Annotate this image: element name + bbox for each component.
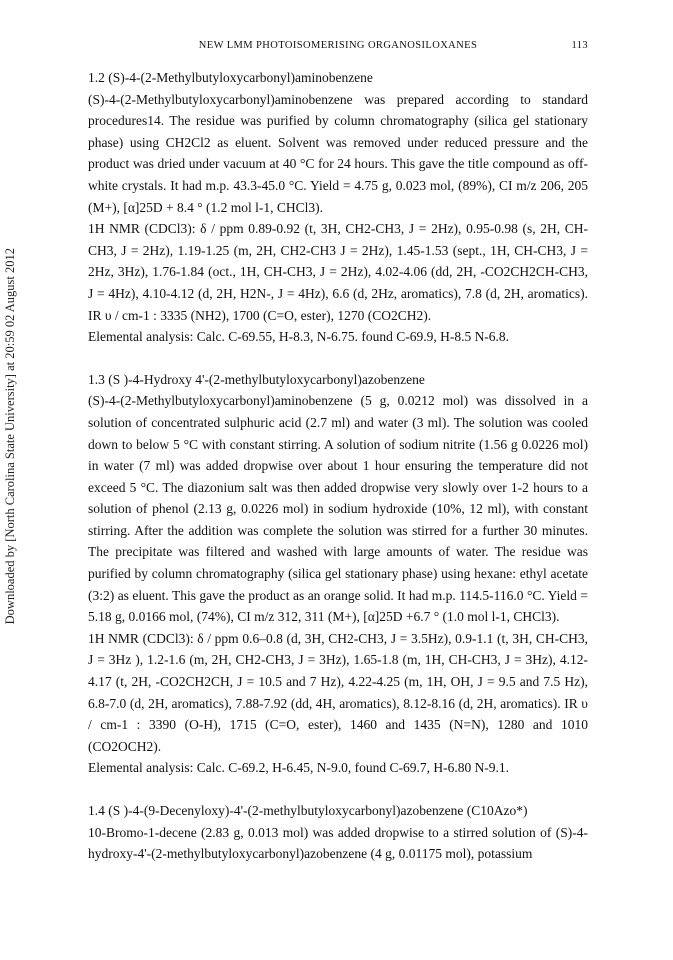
paragraph: Elemental analysis: Calc. C-69.2, H-6.45, N-9.0, found C-69.7, H-6.80 N-9.1. — [88, 760, 510, 776]
running-title: NEW LMM PHOTOISOMERISING ORGANOSILOXANES — [198, 40, 478, 51]
section-heading: 1.2 (S)-4-(2-Methylbutyloxycarbonyl)aminobenzene — [88, 70, 373, 85]
paragraph: 1H NMR (CDCl3): δ / ppm 0.6–0.8 (d, 3H, CH2-CH3, J = 3.5Hz), 0.9-1.1 (t, 3H, CH-CH3, J = 3Hz ), 1.2-1.6 (m, 2H, CH2-CH3, J = 3Hz), 1.65-1.8 (m, 1H, CH-CH3, J = 3Hz), 4.12-4.17 (t, 2H, -CO2CH2CH, J = 10.5 and 7 Hz), 4.22-4.25 (m, 1H, OH, J = 9.5 and 7.5 Hz), 6.8-7.0 (d, 2H, aromatics), 7.88-7.92 (dd, 4H, aromatics), 8.12-8.16 (d, 2H, aromatics). IR υ / cm-1 : 3390 (O-H), 1715 (C=O, ester), 1460 and 1435 (N=N), 1280 and 1010 (CO2OCH2). — [88, 630, 588, 754]
section-gap — [88, 348, 588, 369]
section-heading: 1.3 (S )-4-Hydroxy 4'-(2-methylbutyloxycarbonyl)azobenzene — [88, 371, 425, 387]
section-heading: 1.4 (S )-4-(9-Decenyloxy)-4'-(2-methylbutyloxycarbonyl)azobenzene (C10Azo*) — [88, 803, 528, 818]
paragraph: 1H NMR (CDCl3): δ / ppm 0.89-0.92 (t, 3H, CH2-CH3, J = 2Hz), 0.95-0.98 (s, 2H, CH-CH3, J = 2Hz), 1.19-1.25 (m, 2H, CH2-CH3 J = 2Hz), 1.45-1.53 (sept., 1H, CH-CH3, J = 2Hz, 3Hz), 1.76-1.84 (oct., 1H, CH-CH3, J = 2Hz), 4.02-4.06 (dd, 2H, -CO2CH2CH-CH3, J = 4Hz), 4.10-4.12 (d, 2H, H2N-, J = 4Hz), 6.6 (d, 2Hz, aromatics), 7.8 (d, 2H, aromatics). IR υ / cm-1 : 3335 (NH2), 1700 (C=O, ester), 1270 (CO2CH2). — [88, 221, 588, 323]
article-body — [88, 67, 588, 865]
paragraph: (S)-4-(2-Methylbutyloxycarbonyl)aminobenzene was prepared according to standard procedures14. The residue was purified by column chromatography (silica gel stationary phase) using CH2Cl2 as eluent. Solvent was removed under reduced pressure and the product was dried under vacuum at 40 °C for 24 hours. This gave the title compound as off-white crystals. It had m.p. 43.3-45.0 °C. Yield = 4.75 g, 0.023 mol, (89%), CI m/z 206, 205 (M+), [α]25D + 8.4 ° (1.2 mol l-1, CHCl3). — [88, 91, 588, 215]
paragraph: 10-Bromo-1-decene (2.83 g, 0.013 mol) was added dropwise to a stirred solution of (S)-4-hydroxy-4'-(2-methylbutyloxycarbonyl)azobenzene (4 g, 0.01175 mol), potassium — [88, 824, 588, 862]
paragraph: Elemental analysis: Calc. C-69.55, H-8.3, N-6.75. found C-69.9, H-8.5 N-6.8. — [88, 329, 510, 345]
section-gap — [88, 779, 588, 800]
download-watermark: Downloaded by [North Carolina State University] at 20:59 02 August 2012 — [3, 248, 17, 625]
paragraph: (S)-4-(2-Methylbutyloxycarbonyl)aminobenzene (5 g, 0.0212 mol) was dissolved in a solution of concentrated sulphuric acid (2.7 ml) and water (3 ml). The solution was cooled down to below 5 °C with constant stirring. A solution of sodium nitrite (1.56 g 0.0226 mol) in water (7 ml) was added dropwise over about 1 hour ensuring the temperature did not exceed 5 °C. The diazonium salt was then added dropwise very slowly over 1-2 hours to a solution of phenol (2.13 g, 0.0226 mol) in sodium hydroxide (10%, 12 ml), with constant stirring. After the addition was complete the solution was stirred for a further 30 minutes. The precipitate was filtered and washed with large amounts of water. The residue was purified by column chromatography (silica gel stationary phase) using hexane: ethyl acetate (3:2) as eluent. This gave the product as an orange solid. It had m.p. 114.5-116.0 °C. Yield = 5.18 g, 0.0166 mol, (74%), CI m/z 312, 311 (M+), [α]25D +6.7 ° (1.0 mol l-1, CHCl3). — [88, 393, 588, 625]
page-number: 113 — [571, 40, 588, 51]
